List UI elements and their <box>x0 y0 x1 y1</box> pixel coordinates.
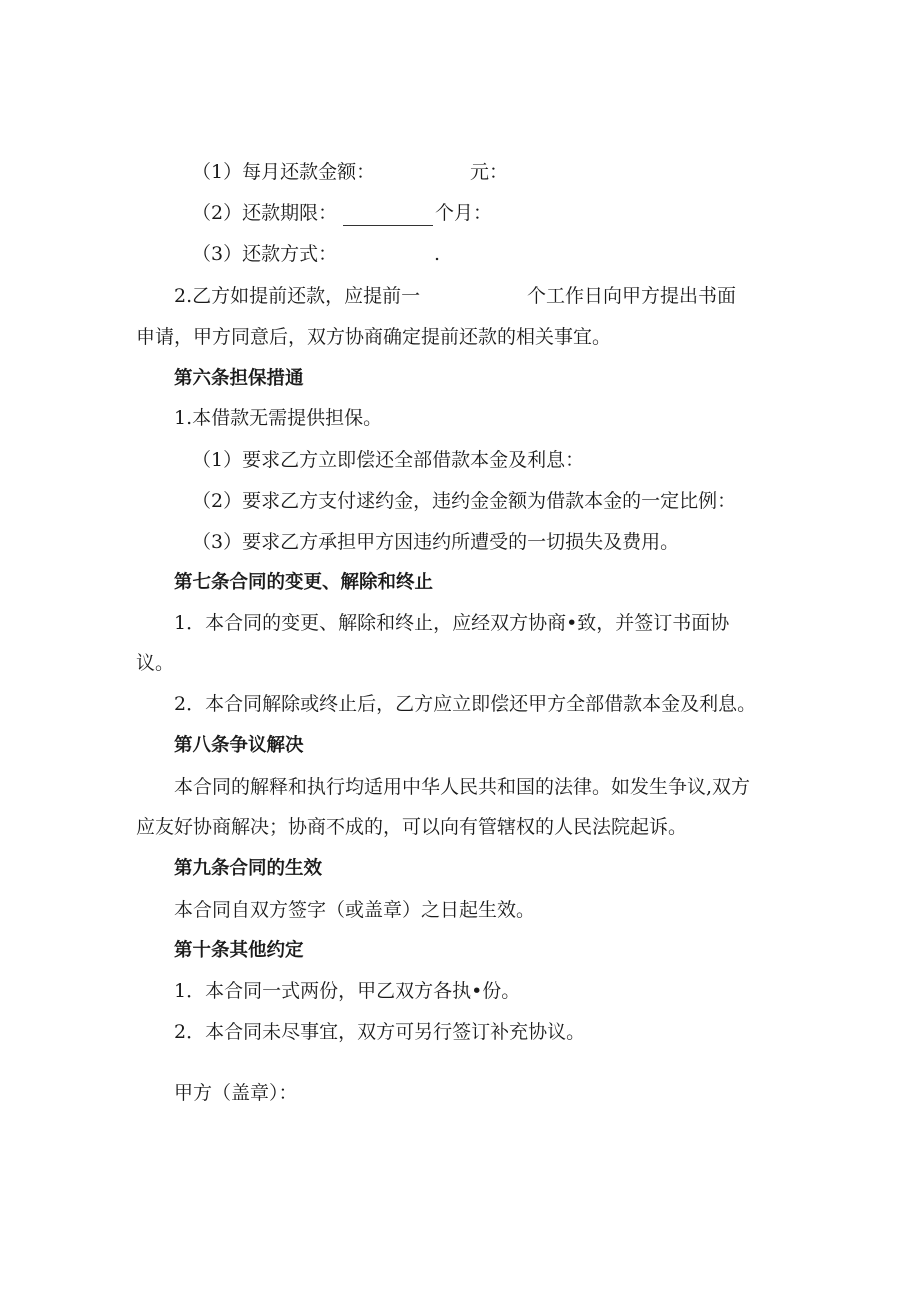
clause7-paragraph1-continuation-text: 议。 <box>136 652 175 674</box>
clause9-paragraph1-text: 本合同自双方签字（或盖章）之日起生效。 <box>174 899 536 921</box>
clause10-paragraph1-text: 1．本合同一式两份，甲乙双方各执•份。 <box>174 980 521 1002</box>
clause7-paragraph1-continuation <box>0 648 920 678</box>
clause8-paragraph1 <box>0 772 920 802</box>
clause8-heading <box>0 731 920 761</box>
clause8-heading-text: 第八条争议解决 <box>174 735 304 756</box>
prepayment-line <box>0 281 920 311</box>
clause9-heading-text: 第九条合同的生效 <box>174 858 323 879</box>
repayment-amount-line <box>0 157 920 187</box>
clause9-paragraph1 <box>0 895 920 925</box>
clause9-heading <box>0 854 920 884</box>
repayment-amount-unit: 元： <box>470 161 509 183</box>
repayment-method-line <box>0 239 920 269</box>
clause6-item3-text: （3）要求乙方承担甲方因违约所遭受的一切损失及费用。 <box>192 531 680 553</box>
prepayment-part2: 个工作日向甲方提出书面 <box>527 285 737 307</box>
clause7-paragraph1-text: 1．本合同的变更、解除和终止，应经双方协商•致，并签订书面协 <box>174 612 730 634</box>
clause8-paragraph1-continuation-text: 应友好协商解决；协商不成的，可以向有管辖权的人民法院起诉。 <box>136 816 688 838</box>
signature-party-a <box>0 1078 920 1108</box>
clause10-paragraph1 <box>0 976 920 1006</box>
clause6-paragraph1-text: 1.本借款无需提供担保。 <box>174 407 383 429</box>
repayment-amount-label: （1）每月还款金额： <box>192 161 376 183</box>
clause7-paragraph2-text: 2．本合同解除或终止后，乙方应立即偿还甲方全部借款本金及利息。 <box>174 693 757 715</box>
clause6-item2 <box>0 486 920 516</box>
clause6-item2-text: （2）要求乙方支付逑约金，违约金金额为借款本金的一定比例： <box>192 490 737 512</box>
clause7-paragraph1 <box>0 608 920 638</box>
prepayment-continuation-text: 申请，甲方同意后，双方协商确定提前还款的相关事宜。 <box>136 326 612 348</box>
clause7-heading-text: 第七条合同的变更、解除和终止 <box>174 572 434 593</box>
clause6-item3 <box>0 527 920 557</box>
clause8-paragraph1-text: 本合同的解释和执行均适用中华人民共和国的法律。如发生争议,双方 <box>174 776 751 798</box>
clause6-item1-text: （1）要求乙方立即偿还全部借款本金及利息： <box>192 449 585 471</box>
clause10-paragraph2-text: 2．本合同未尽事宜，双方可另行签订补充协议。 <box>174 1021 586 1043</box>
prepayment-continuation <box>0 322 920 352</box>
clause7-paragraph2 <box>0 689 920 719</box>
repayment-method-end: . <box>434 243 441 265</box>
repayment-term-unit: 个月： <box>435 202 493 224</box>
clause6-heading-text: 第六条担保措通 <box>174 368 304 389</box>
repayment-method-label: （3）还款方式： <box>192 243 338 265</box>
repayment-term-line <box>0 198 920 228</box>
clause6-item1 <box>0 445 920 475</box>
repayment-term-blank <box>343 225 433 226</box>
signature-party-a-text: 甲方（盖章）： <box>174 1082 298 1104</box>
repayment-term-label: （2）还款期限： <box>192 202 338 224</box>
clause6-paragraph1 <box>0 403 920 433</box>
clause10-heading-text: 第十条其他约定 <box>174 940 304 961</box>
prepayment-part1: 2.乙方如提前还款，应提前一 <box>174 285 421 307</box>
clause8-paragraph1-continuation <box>0 812 920 842</box>
clause10-heading <box>0 936 920 966</box>
clause7-heading <box>0 568 920 598</box>
clause6-heading <box>0 364 920 394</box>
clause10-paragraph2 <box>0 1017 920 1047</box>
